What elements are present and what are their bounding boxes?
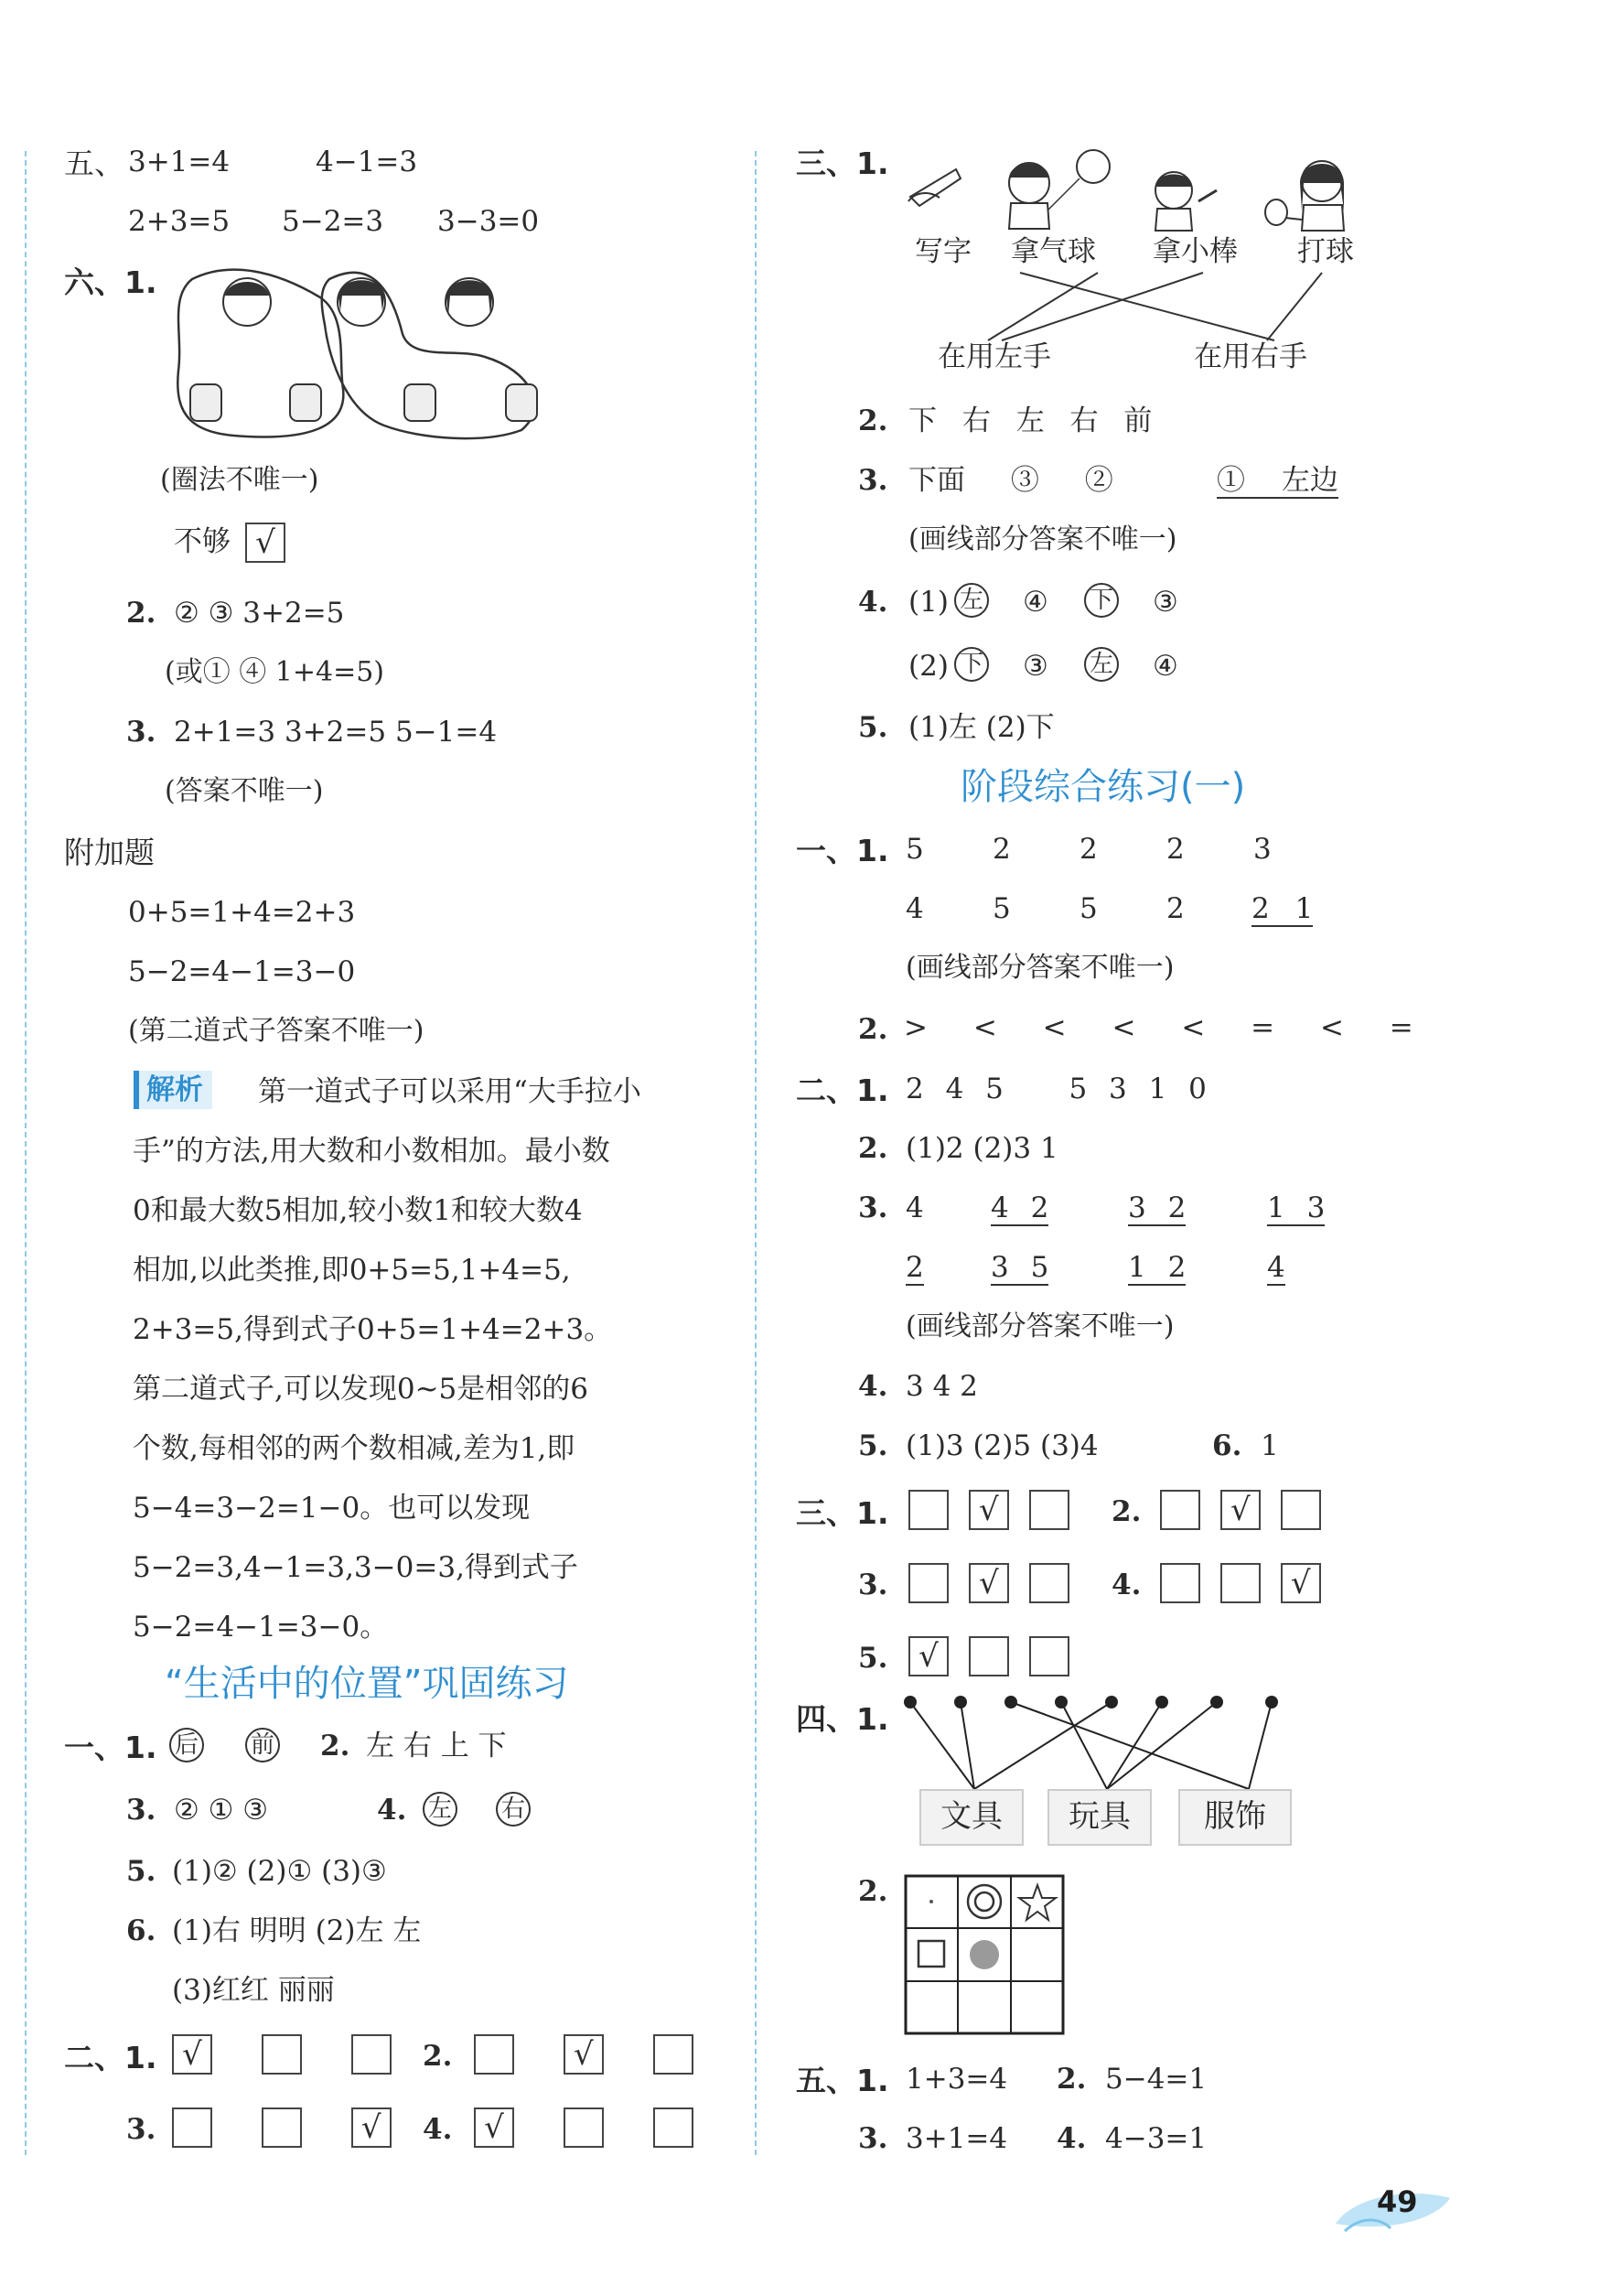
answer: (1)左 (2)下: [908, 711, 1055, 744]
action-label: 拿气球: [1011, 235, 1096, 268]
section-six-label: 六、1.: [64, 264, 157, 300]
choice-box: √: [1220, 1490, 1261, 1530]
circled-char: 后: [169, 1728, 204, 1762]
circled-char: 左: [423, 1792, 457, 1827]
choice-box: √: [474, 2107, 514, 2148]
analysis-line: 相加,以此类推,即0+5=5,1+4=5,: [133, 1254, 571, 1287]
question-number: 3.: [858, 1191, 888, 1224]
circled-answer: [1084, 583, 1119, 618]
answer-cell: 2: [1080, 833, 1098, 866]
circled-answer: [496, 1792, 531, 1827]
analysis-line: 5−2=3,4−1=3,3−0=3,得到式子: [133, 1551, 578, 1584]
choice-box: [351, 2034, 392, 2075]
equation: 5−2=4−1=3−0: [128, 955, 356, 988]
page-number: 49: [1377, 2184, 1418, 2219]
answer-cell: 5: [906, 833, 924, 866]
section-five-label: 五、: [64, 146, 124, 181]
question-number: 5.: [858, 711, 888, 744]
question-number: 4.: [1112, 1568, 1142, 1601]
left-margin-line: [25, 151, 27, 2155]
answer: (1)2 (2)3 1: [906, 1132, 1058, 1165]
section-three-label: 三、1.: [796, 1495, 889, 1531]
analysis-line: 第一道式子可以采用“大手拉小: [258, 1075, 641, 1108]
answer: (1)3 (2)5 (3)4: [906, 1429, 1099, 1462]
section-three-label: 三、1.: [796, 146, 889, 181]
circled-char: 左: [954, 583, 989, 618]
underlined-answer: 1 2: [1128, 1251, 1187, 1284]
hand-label: 在用左手: [938, 340, 1051, 373]
circled-answer: [423, 1792, 457, 1827]
question-number: 4.: [1057, 2122, 1087, 2155]
answer-cell: 4: [906, 892, 924, 925]
answer: (1)② (2)① (3)③: [172, 1855, 387, 1888]
choice-box: √: [564, 2034, 604, 2075]
choice-box: √: [908, 1636, 949, 1676]
note: (答案不唯一): [165, 775, 324, 807]
answer: 3 4 2: [906, 1370, 978, 1403]
note: (画线部分答案不唯一): [906, 952, 1175, 984]
answer-cell: 3: [1253, 833, 1272, 866]
question-number: 3.: [126, 1794, 156, 1827]
analysis-line: 2+3=5,得到式子0+5=1+4=2+3。: [133, 1313, 613, 1346]
circled-answer: [245, 1728, 280, 1762]
circled-char: 下: [954, 647, 989, 682]
question-number: 5.: [126, 1855, 156, 1888]
answer: ④: [1023, 586, 1048, 619]
answer: 2 4 5 5 3 1 0: [906, 1073, 1207, 1105]
answer-box: [245, 523, 285, 563]
choice-box: [1160, 1490, 1200, 1530]
choice-box: √: [969, 1563, 1009, 1603]
answer: 2+1=3 3+2=5 5−1=4: [174, 716, 498, 749]
section-one-label: 一、1.: [796, 833, 889, 868]
question-number: 2.: [423, 2040, 453, 2073]
position-grid: [904, 1874, 1065, 2035]
answer-prefix: (2): [908, 650, 949, 683]
equation: 1+3=4: [906, 2063, 1008, 2096]
circled-char: 下: [1084, 583, 1119, 618]
hand-label: 在用右手: [1194, 340, 1307, 373]
circled-char: 右: [496, 1792, 531, 1827]
circled-char: 前: [245, 1728, 280, 1762]
not-enough-label: 不够: [174, 525, 231, 558]
section-one-label: 一、1.: [64, 1730, 157, 1765]
circled-char: 左: [1084, 647, 1119, 682]
question-number: 3.: [126, 2113, 156, 2146]
choice-box-row: [474, 2034, 693, 2075]
analysis-line: 个数,每相邻的两个数相减,差为1,即: [133, 1432, 575, 1465]
equation: 4−1=3: [316, 146, 418, 178]
question-number: 2.: [126, 597, 156, 630]
equation: 2+3=5: [128, 205, 231, 238]
analysis-line: 第二道式子,可以发现0~5是相邻的6: [133, 1373, 588, 1406]
choice-box: [653, 2034, 693, 2075]
question-number: 3.: [858, 464, 888, 497]
answer: 4: [906, 1191, 924, 1224]
answer: (1)右 明明 (2)左 左: [172, 1914, 422, 1947]
note: (画线部分答案不唯一): [908, 523, 1177, 555]
choice-box: [969, 1636, 1009, 1676]
section-title: 阶段综合练习(一): [961, 766, 1246, 808]
question-number: 3.: [126, 716, 156, 749]
analysis-tag-text: 解析: [134, 1071, 212, 1109]
category-box: 文具: [919, 1789, 1024, 1846]
equation: 3−3=0: [437, 205, 540, 238]
question-number: 5.: [858, 1642, 888, 1675]
note: (圈法不唯一): [160, 464, 319, 496]
answer: 左 右 上 下: [366, 1730, 507, 1762]
answer: (3)红红 丽丽: [172, 1974, 335, 2007]
circled-answer: [1084, 647, 1119, 682]
choice-box: [908, 1563, 949, 1603]
choice-box: [1029, 1490, 1069, 1530]
choice-box: [262, 2107, 302, 2148]
note: (第二道式子答案不唯一): [128, 1015, 424, 1047]
choice-box-row: [1160, 1490, 1321, 1530]
question-number: 2.: [1112, 1495, 1142, 1528]
choice-box: √: [351, 2107, 392, 2148]
underlined-answer: 3 2: [1128, 1191, 1187, 1224]
question-number: 3.: [858, 1568, 888, 1601]
section-title: “生活中的位置”巩固练习: [165, 1663, 569, 1705]
choice-box: [474, 2034, 514, 2075]
choice-box: √: [1281, 1563, 1321, 1603]
question-number: 2.: [858, 404, 888, 437]
answer: 下 右 左 右 前: [908, 404, 1153, 437]
question-number: 6.: [1212, 1429, 1242, 1462]
note: (画线部分答案不唯一): [906, 1310, 1175, 1342]
choice-box: √: [969, 1490, 1009, 1530]
section-two-label: 二、1.: [64, 2040, 157, 2075]
choice-box: [1160, 1563, 1200, 1603]
answer: ③: [1153, 586, 1178, 619]
question-number: 2.: [320, 1730, 350, 1762]
matching-lines: [901, 1693, 1331, 1794]
answer-cell: 5: [1080, 892, 1098, 925]
choice-box-row: [1160, 1563, 1321, 1603]
question-number: 4.: [423, 2113, 453, 2146]
underlined-answer: ① 左边: [1217, 464, 1338, 497]
action-label: 打球: [1297, 235, 1354, 268]
answer: 1: [1261, 1429, 1279, 1462]
choice-box: √: [172, 2034, 212, 2075]
underlined-answer: 1 3: [1267, 1191, 1326, 1224]
answer-cell: 2: [1166, 892, 1185, 925]
question-number: 2.: [1057, 2063, 1087, 2096]
choice-box-row: [908, 1636, 1069, 1676]
action-label: 拿小棒: [1153, 235, 1238, 268]
question-number: 6.: [126, 1914, 156, 1947]
answer-alt: (或① ④ 1+4=5): [165, 656, 385, 688]
choice-box: [262, 2034, 302, 2075]
circled-answer: [954, 583, 989, 618]
answer-cell: 2: [1166, 833, 1185, 866]
equation: 4−3=1: [1105, 2122, 1208, 2155]
section-four-label: 四、1.: [796, 1701, 889, 1737]
underlined-answer: 4: [1267, 1251, 1285, 1284]
underlined-answer: 4 2: [991, 1191, 1049, 1224]
category-box: 玩具: [1047, 1789, 1152, 1846]
equation: 0+5=1+4=2+3: [128, 896, 356, 929]
question-number: 4.: [377, 1794, 407, 1827]
analysis-line: 5−4=3−2=1−0。也可以发现: [133, 1492, 531, 1525]
choice-box-row: [172, 2107, 392, 2148]
action-label: 写字: [915, 235, 972, 268]
answer-prefix: (1): [908, 586, 949, 619]
equation: 3+1=4: [128, 146, 231, 178]
answer: ④: [1153, 650, 1178, 683]
choice-box-row: [908, 1563, 1069, 1603]
analysis-tag: [134, 1073, 212, 1106]
choice-box: [1029, 1563, 1069, 1603]
choice-box-row: [908, 1490, 1069, 1530]
extra-title: 附加题: [64, 835, 155, 870]
choice-box: [1281, 1490, 1321, 1530]
question-number: 5.: [858, 1429, 888, 1462]
choice-box: [564, 2107, 604, 2148]
choice-box: [1220, 1563, 1261, 1603]
equation: 5−2=3: [282, 205, 384, 238]
choice-box-row: [172, 2034, 392, 2075]
question-number: 2.: [858, 1013, 888, 1046]
check-mark: √: [245, 523, 285, 563]
answer-cell: 2: [993, 833, 1011, 866]
answer: ② ③ 3+2=5: [174, 597, 345, 630]
circled-answer: [954, 647, 989, 682]
question-number: 4.: [858, 586, 888, 619]
underlined-answer: 2 1: [1251, 892, 1314, 925]
section-two-label: 二、1.: [796, 1073, 889, 1108]
question-number: 2.: [858, 1132, 888, 1165]
analysis-line: 0和最大数5相加,较小数1和较大数4: [133, 1194, 583, 1227]
category-box: 服饰: [1178, 1789, 1292, 1846]
equation: 3+1=4: [906, 2122, 1008, 2155]
answer-cell: 5: [993, 892, 1011, 925]
underlined-answer: 2: [906, 1251, 924, 1284]
choice-box-row: [474, 2107, 693, 2148]
equation: 5−4=1: [1105, 2063, 1208, 2096]
choice-box: [653, 2107, 693, 2148]
answer: > < < < < = < =: [904, 1011, 1413, 1044]
choice-box: [172, 2107, 212, 2148]
answer: ② ① ③: [174, 1794, 269, 1827]
analysis-line: 5−2=4−1=3−0。: [133, 1611, 389, 1644]
question-number: 3.: [858, 2122, 888, 2155]
column-divider: [755, 151, 757, 2155]
circled-answer: [169, 1728, 204, 1762]
answer: 下面 ③ ②: [908, 464, 1113, 497]
section-five-label: 五、1.: [796, 2063, 889, 2098]
gloves-illustration: [165, 261, 567, 444]
analysis-line: 手”的方法,用大数和小数相加。最小数: [133, 1135, 610, 1168]
question-number: 2.: [858, 1875, 888, 1908]
choice-box: [1029, 1636, 1069, 1676]
question-number: 4.: [858, 1370, 888, 1403]
answer: ③: [1023, 650, 1048, 683]
underlined-answer: 3 5: [991, 1251, 1049, 1284]
choice-box: [908, 1490, 949, 1530]
